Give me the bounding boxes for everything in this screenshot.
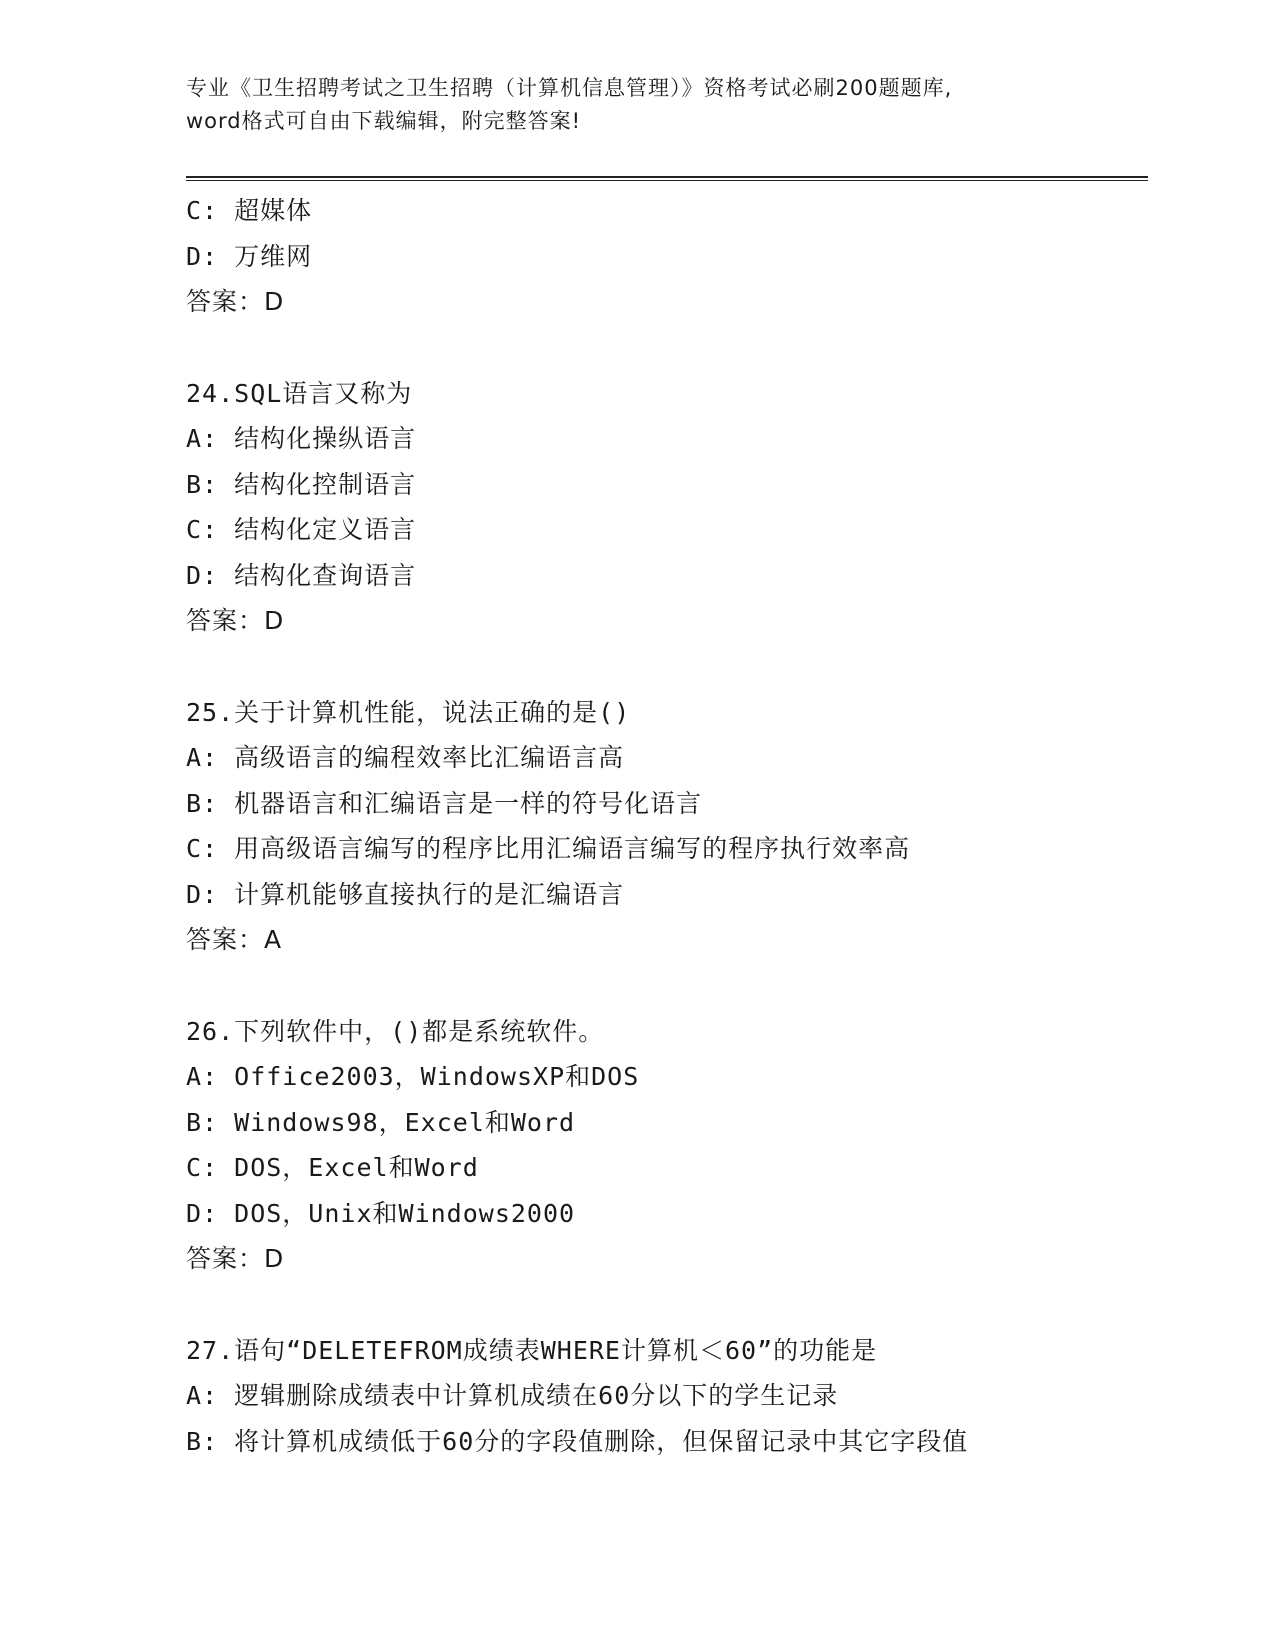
question-stem: 27.语句“DELETEFROM成绩表WHERE计算机＜60”的功能是 xyxy=(186,1335,878,1365)
option-d: D: 结构化查询语言 xyxy=(186,560,417,590)
question-24 xyxy=(186,371,1146,645)
question-23-continued xyxy=(186,188,1146,325)
option-a: A: 高级语言的编程效率比汇编语言高 xyxy=(186,743,625,772)
option-a: A: 逻辑删除成绩表中计算机成绩在60分以下的学生记录 xyxy=(186,1381,839,1410)
question-stem: 24.SQL语言又称为 xyxy=(186,378,413,408)
question-25 xyxy=(186,690,1146,964)
question-26 xyxy=(186,1009,1146,1283)
option-b: B: 机器语言和汇编语言是一样的符号化语言 xyxy=(186,788,703,818)
question-27 xyxy=(186,1328,1146,1465)
option-b: B: 结构化控制语言 xyxy=(186,469,417,499)
spacer xyxy=(186,1282,1146,1328)
option-a: A: Office2003，WindowsXP和DOS xyxy=(186,1062,640,1091)
option-c: C: DOS，Excel和Word xyxy=(186,1153,479,1182)
option-a: A: 结构化操纵语言 xyxy=(186,424,417,453)
question-list xyxy=(186,188,1146,1464)
question-stem: 26.下列软件中，()都是系统软件。 xyxy=(186,1016,605,1046)
answer: 答案：D xyxy=(186,287,285,316)
answer: 答案：D xyxy=(186,1244,285,1273)
option-c: C: 结构化定义语言 xyxy=(186,515,417,544)
option-d: D: 计算机能够直接执行的是汇编语言 xyxy=(186,879,625,909)
answer: 答案：A xyxy=(186,925,283,954)
spacer xyxy=(186,963,1146,1009)
option-d: D: 万维网 xyxy=(186,241,313,271)
question-stem: 25.关于计算机性能，说法正确的是() xyxy=(186,697,631,727)
option-c: C: 超媒体 xyxy=(186,196,313,225)
header-title-line2: word格式可自由下载编辑，附完整答案! xyxy=(186,109,582,133)
option-b: B: 将计算机成绩低于60分的字段值删除，但保留记录中其它字段值 xyxy=(186,1426,969,1456)
document-header xyxy=(186,72,1086,138)
header-title-line1: 专业《卫生招聘考试之卫生招聘（计算机信息管理）》资格考试必刷200题题库, xyxy=(186,76,953,100)
answer: 答案：D xyxy=(186,606,285,635)
spacer xyxy=(186,325,1146,371)
option-d: D: DOS，Unix和Windows2000 xyxy=(186,1198,576,1228)
spacer xyxy=(186,644,1146,690)
header-divider xyxy=(186,176,1148,181)
option-c: C: 用高级语言编写的程序比用汇编语言编写的程序执行效率高 xyxy=(186,834,911,863)
option-b: B: Windows98，Excel和Word xyxy=(186,1107,576,1137)
